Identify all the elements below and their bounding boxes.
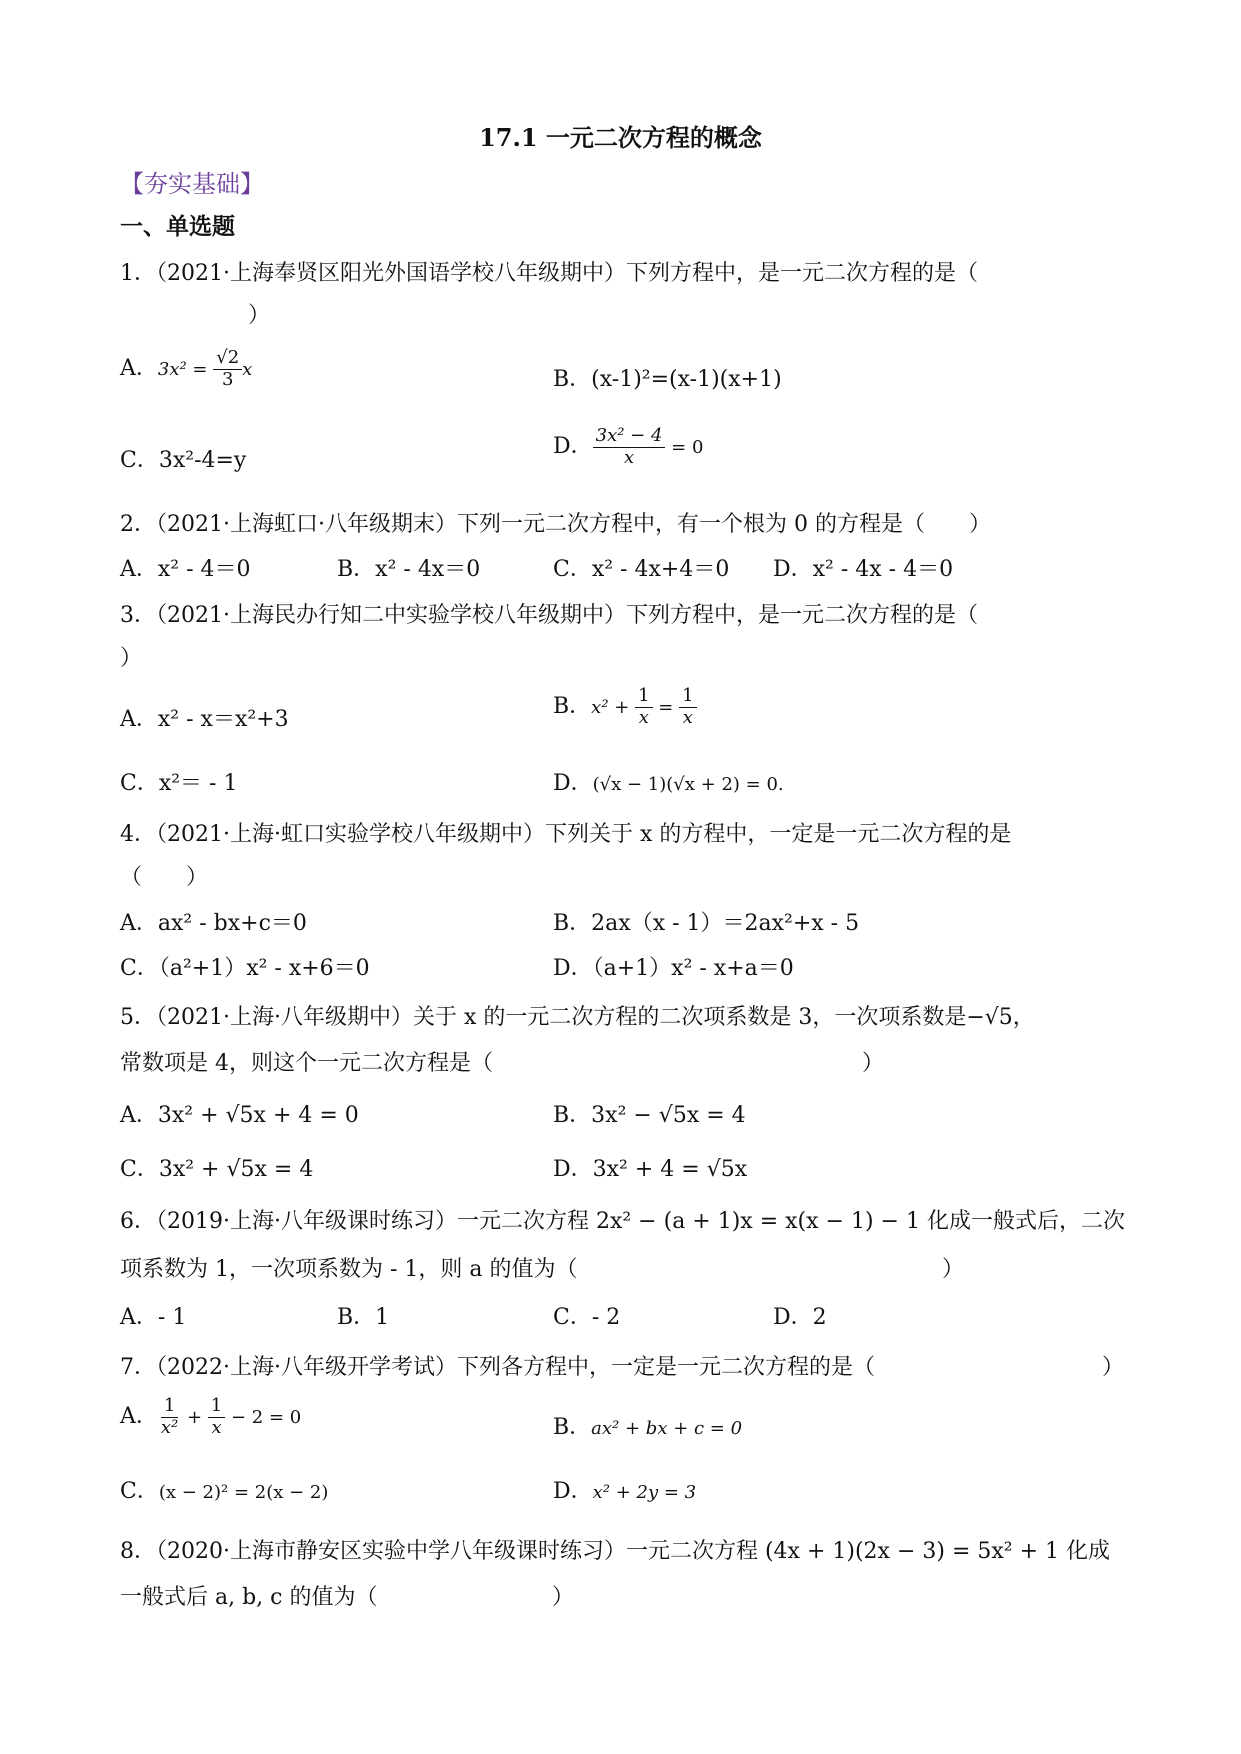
question-5-option-a[interactable]: A．3x² + √5x + 4 = 0 [120, 1103, 359, 1128]
question-7-stem: 7．（2022·上海·八年级开学考试）下列各方程中，一定是一元二次方程的是（ [120, 1355, 875, 1380]
question-6-option-b[interactable]: B．1 [337, 1305, 390, 1330]
page-title: 17.1 一元二次方程的概念 [479, 123, 762, 152]
question-6-stem: 6．（2019·上海·八年级课时练习）一元二次方程 2x² − (a + 1)x = x(x − 1) − 1 化成一般式后，二次 [120, 1209, 1125, 1234]
question-1-option-d[interactable]: D． $\frac{\text{3x² − 4}}{x}$ = 0 [553, 425, 704, 468]
question-3-option-c[interactable]: C．x²＝ - 1 [120, 771, 238, 796]
question-7-option-c[interactable]: C．(x − 2)² = 2(x − 2) [120, 1479, 329, 1504]
question-8-stem: 8．（2020·上海市静安区实验中学八年级课时练习）一元二次方程 (4x + 1)(2x − 3) = 5x² + 1 化成 [120, 1539, 1111, 1564]
question-5-option-c[interactable]: C．3x² + √5x = 4 [120, 1157, 314, 1182]
question-6-option-d[interactable]: D．2 [773, 1305, 827, 1330]
question-4-option-b[interactable]: B．2ax（x - 1）＝2ax²+x - 5 [553, 911, 860, 936]
question-4-option-a[interactable]: A．ax² - bx+c＝0 [120, 911, 307, 936]
question-7-option-a[interactable]: A． $\frac{1}{\text{x²}}$ + $\frac{1}{x}$ − 2 = 0 [120, 1395, 302, 1438]
question-3-stem: 3．（2021·上海民办行知二中实验学校八年级期中）下列方程中，是一元二次方程的是（ [120, 603, 978, 628]
question-1-option-b[interactable]: B．(x-1)²=(x-1)(x+1) [553, 367, 782, 392]
question-1-option-c[interactable]: C．3x²-4=y [120, 448, 247, 473]
question-2-option-c[interactable]: C．x² - 4x+4＝0 [553, 557, 730, 582]
question-6-option-a[interactable]: A．- 1 [120, 1305, 187, 1330]
question-3-option-d[interactable]: D．(√x − 1)(√x + 2) = 0. [553, 771, 784, 796]
question-2-option-d[interactable]: D．x² - 4x - 4＝0 [773, 557, 954, 582]
question-7-option-b[interactable]: B．ax² + bx + c = 0 [553, 1415, 743, 1440]
section-label: 【夯实基础】 [120, 170, 264, 198]
fraction: $\frac{\text{3x² − 4}}{x}$ [593, 426, 666, 468]
fraction: $\frac{1}{x}$ [635, 686, 652, 728]
question-4-stem-end: （ ） [120, 865, 209, 890]
question-1-stem: 1．（2021·上海奉贤区阳光外国语学校八年级期中）下列方程中，是一元二次方程的是（ [120, 261, 978, 286]
question-5-option-d[interactable]: D．3x² + 4 = √5x [553, 1157, 748, 1182]
question-5-stem-end: ） [862, 1051, 885, 1076]
question-2-stem: 2．（2021·上海虹口·八年级期末）下列一元二次方程中，有一个根为 0 的方程是（ ） [120, 512, 991, 537]
question-4-option-d[interactable]: D．（a+1）x² - x+a＝0 [553, 956, 794, 981]
question-8-stem-end: ） [552, 1585, 575, 1610]
question-6-stem-line2: 项系数为 1，一次项系数为 - 1，则 a 的值为（ [120, 1257, 578, 1282]
question-5-stem-line2: 常数项是 4，则这个一元二次方程是（ [120, 1051, 493, 1076]
section-heading: 一、单选题 [120, 213, 235, 240]
question-3-stem-end: ） [120, 646, 143, 671]
question-3-option-a[interactable]: A．x² - x＝x²+3 [120, 707, 289, 732]
question-2-option-a[interactable]: A．x² - 4＝0 [120, 557, 251, 582]
question-8-stem-line2: 一般式后 a, b, c 的值为（ [120, 1585, 378, 1610]
question-4-stem: 4．（2021·上海·虹口实验学校八年级期中）下列关于 x 的方程中，一定是一元二次方程的是 [120, 822, 1012, 847]
fraction: $\frac{√2}{3}$ [213, 348, 242, 390]
fraction: $\frac{1}{x}$ [679, 686, 696, 728]
question-3-option-b[interactable]: B．x² + $\frac{1}{x}$ = $\frac{1}{x}$ [553, 686, 697, 728]
question-5-stem: 5．（2021·上海·八年级期中）关于 x 的一元二次方程的二次项系数是 3，一次项系数是−√5， [120, 1005, 1035, 1030]
question-7-stem-end: ） [1102, 1355, 1125, 1380]
fraction: $\frac{1}{\text{x²}}$ [160, 1395, 179, 1438]
question-2-option-b[interactable]: B．x² - 4x＝0 [337, 557, 481, 582]
question-6-option-c[interactable]: C．- 2 [553, 1305, 621, 1330]
fraction: $\frac{1}{x}$ [208, 1396, 225, 1438]
question-1-option-a[interactable]: A．3x² = $\frac{√2}{3}$ x [120, 347, 253, 390]
question-7-option-d[interactable]: D．x² + 2y = 3 [553, 1479, 697, 1504]
question-4-option-c[interactable]: C．（a²+1）x² - x+6＝0 [120, 956, 370, 981]
question-1-stem-end: ） [248, 303, 271, 328]
question-6-stem-end: ） [942, 1257, 965, 1282]
question-5-option-b[interactable]: B．3x² − √5x = 4 [553, 1103, 746, 1128]
